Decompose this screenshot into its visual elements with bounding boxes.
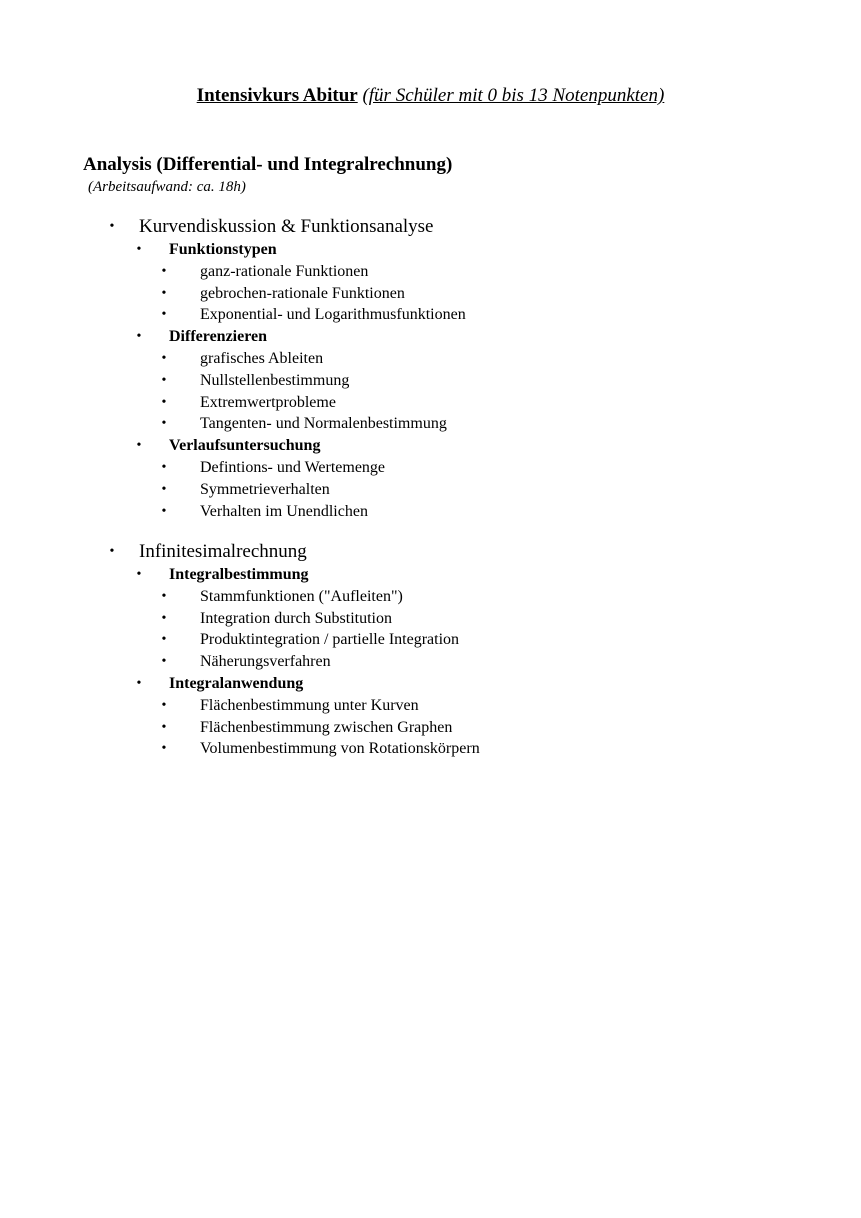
list-item: [0, 586, 861, 608]
list-item: [0, 261, 861, 283]
section-heading: Analysis (Differential- und Integralrechnung): [83, 154, 453, 175]
bullet-icon: •: [161, 263, 167, 279]
list-item-label: Flächenbestimmung unter Kurven: [200, 696, 419, 714]
topic-item: [0, 540, 861, 564]
bullet-icon: •: [161, 307, 167, 323]
list-item: [0, 608, 861, 630]
list-item-label: grafisches Ableiten: [200, 349, 324, 367]
topic-block: [0, 540, 861, 760]
bullet-icon: •: [161, 588, 167, 604]
group-item: [0, 673, 861, 695]
topic-item: [0, 215, 861, 239]
list-item-label: Stammfunktionen ("Aufleiten"): [200, 587, 403, 605]
group-item-label: Integralanwendung: [169, 674, 304, 692]
group-item-label: Verlaufsuntersuchung: [169, 437, 321, 455]
bullet-icon: •: [161, 697, 167, 713]
bullet-icon: •: [161, 372, 167, 388]
list-item: [0, 651, 861, 673]
bullet-icon: •: [109, 219, 115, 234]
list-item: [0, 695, 861, 717]
title-subtitle: (für Schüler mit 0 bis 13 Notenpunkten): [362, 85, 665, 106]
list-item-label: Integration durch Substitution: [200, 609, 392, 627]
list-item-label: Nullstellenbestimmung: [200, 371, 350, 389]
list-item: [0, 501, 861, 523]
list-item: [0, 283, 861, 305]
document-title: [0, 84, 861, 108]
list-item-label: Exponential- und Logarithmusfunktionen: [200, 306, 466, 324]
list-item-label: Flächenbestimmung zwischen Graphen: [200, 718, 453, 736]
list-item: [0, 370, 861, 392]
group-item-label: Funktionstypen: [169, 241, 277, 258]
bullet-icon: •: [109, 544, 115, 559]
bullet-icon: •: [161, 285, 167, 301]
bullet-icon: •: [161, 503, 167, 519]
list-item-label: Extremwertprobleme: [200, 393, 336, 411]
list-item: [0, 392, 861, 414]
list-item: [0, 479, 861, 501]
list-item: [0, 738, 861, 760]
title-main: Intensivkurs Abitur: [196, 85, 358, 106]
list-item-label: Defintions- und Wertemenge: [200, 458, 386, 476]
list-item-label: Volumenbestimmung von Rotationskörpern: [200, 740, 480, 758]
bullet-icon: •: [161, 350, 167, 366]
effort-note: (Arbeitsaufwand: ca. 18h): [88, 179, 246, 195]
list-item-label: Tangenten- und Normalenbestimmung: [200, 415, 447, 433]
list-item-label: Symmetrieverhalten: [200, 480, 330, 498]
bullet-icon: •: [161, 481, 167, 497]
bullet-icon: •: [136, 675, 142, 691]
bullet-icon: •: [161, 394, 167, 410]
group-item-label: Differenzieren: [169, 328, 268, 346]
bullet-icon: •: [136, 438, 142, 454]
bullet-icon: •: [161, 632, 167, 648]
topic-block: [0, 215, 861, 522]
group-item: [0, 435, 861, 457]
list-item: [0, 717, 861, 739]
group-item: [0, 326, 861, 348]
bullet-icon: •: [161, 610, 167, 626]
list-item-label: ganz-rationale Funktionen: [200, 262, 369, 280]
bullet-icon: •: [161, 459, 167, 475]
list-item: [0, 457, 861, 479]
topic-item-label: Kurvendiskussion & Funktionsanalyse: [139, 216, 434, 237]
list-item-label: Näherungsverfahren: [200, 653, 331, 671]
bullet-icon: •: [161, 416, 167, 432]
list-item-label: Verhalten im Unendlichen: [200, 502, 368, 520]
list-item: [0, 629, 861, 651]
bullet-icon: •: [136, 567, 142, 582]
group-item: [0, 239, 861, 261]
group-item-label: Integralbestimmung: [169, 566, 309, 583]
bullet-icon: •: [161, 719, 167, 735]
group-item: [0, 564, 861, 586]
list-item-label: gebrochen-rationale Funktionen: [200, 284, 405, 302]
bullet-icon: •: [136, 242, 142, 257]
list-item: [0, 348, 861, 370]
topic-item-label: Infinitesimalrechnung: [139, 541, 307, 562]
list-item-label: Produktintegration / partielle Integration: [200, 631, 460, 649]
list-item: [0, 304, 861, 326]
list-item: [0, 413, 861, 435]
bullet-icon: •: [161, 741, 167, 757]
bullet-icon: •: [136, 329, 142, 345]
bullet-icon: •: [161, 654, 167, 670]
